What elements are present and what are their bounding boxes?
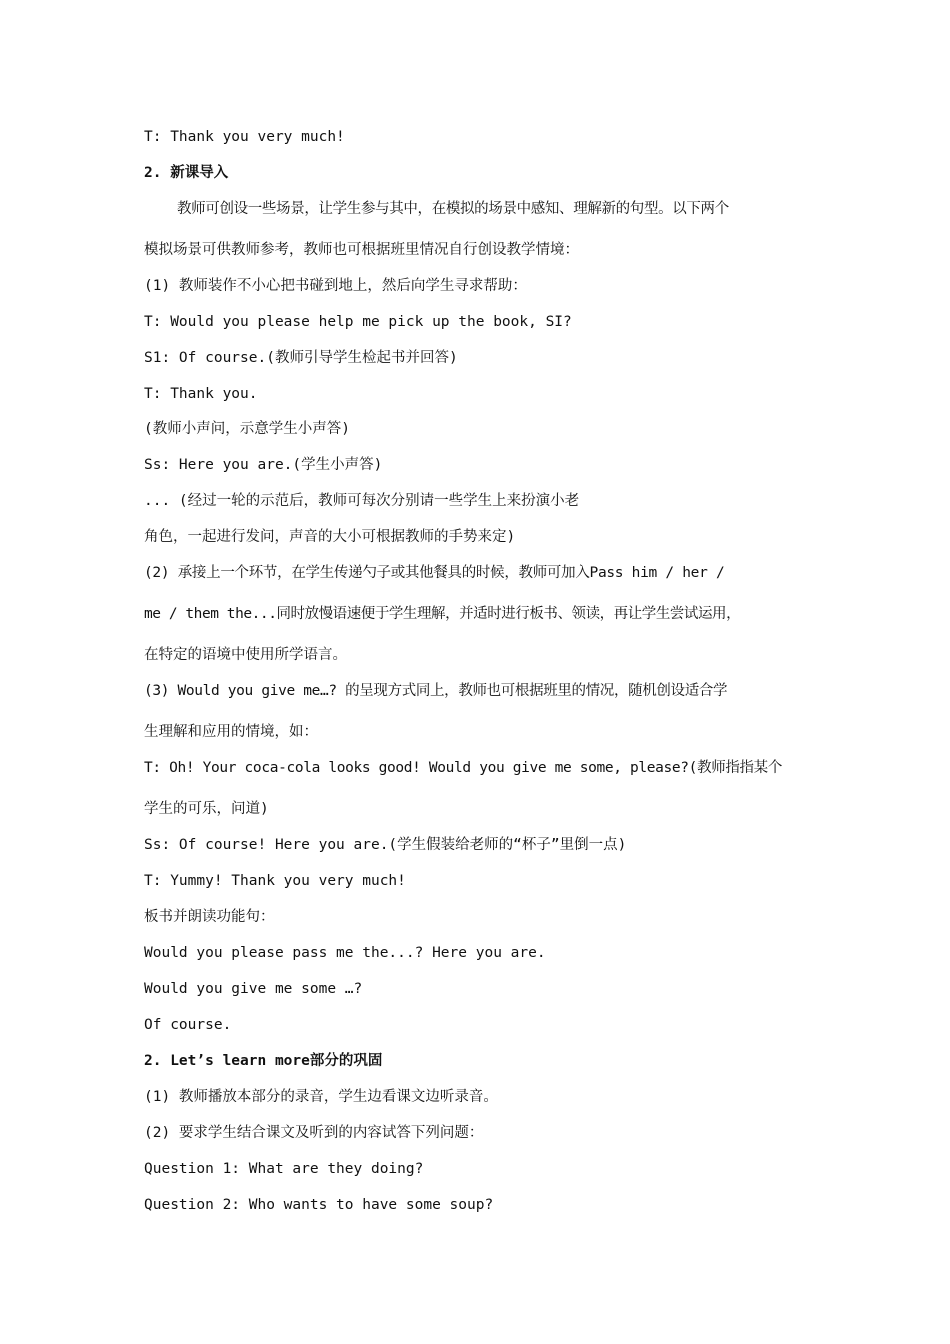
section-heading: 2. 新课导入: [144, 165, 229, 181]
section-heading: 2. Let’s learn more部分的巩固: [144, 1053, 383, 1069]
paragraph-line: 模拟场景可供教师参考，教师也可根据班里情况自行创设教学情境：: [144, 242, 579, 258]
paragraph-line: ... (经过一轮的示范后，教师可每次分别请一些学生上来扮演小老: [144, 493, 580, 509]
list-item: (2) 承接上一个环节，在学生传递勺子或其他餐具的时候，教师可加入Pass him / her /: [144, 565, 725, 581]
dialogue-line: Ss: Of course! Here you are.(学生假装给老师的“杯子”里倒一点): [144, 837, 627, 853]
list-item: (3) Would you give me…? 的呈现方式同上，教师也可根据班里的情况，随机创设适合学: [144, 683, 728, 699]
dialogue-line: T: Would you please help me pick up the book, SI?: [144, 314, 572, 330]
paragraph-line: 生理解和应用的情境，如：: [144, 724, 318, 740]
list-item: (1) 教师装作不小心把书碰到地上，然后向学生寻求帮助：: [144, 278, 527, 294]
list-item: (2) 要求学生结合课文及听到的内容试答下列问题：: [144, 1125, 484, 1141]
paragraph-line: me / them the...同时放慢语速便于学生理解，并适时进行板书、领读，再让学生尝试运用，: [144, 606, 741, 622]
paragraph-line: 学生的可乐，问道): [144, 801, 269, 817]
function-sentence: Would you give me some …?: [144, 981, 363, 997]
paragraph-line: (教师小声问，示意学生小声答): [144, 421, 350, 437]
function-sentence: Of course.: [144, 1017, 232, 1033]
function-sentence: Would you please pass me the...? Here you are.: [144, 945, 546, 961]
list-item: (1) 教师播放本部分的录音，学生边看课文边听录音。: [144, 1089, 498, 1105]
question-line: Question 2: Who wants to have some soup?: [144, 1197, 494, 1213]
dialogue-line: Ss: Here you are.(学生小声答): [144, 457, 383, 473]
paragraph-line: 在特定的语境中使用所学语言。: [144, 647, 347, 663]
dialogue-line: T: Thank you.: [144, 386, 258, 402]
paragraph-line: 角色，一起进行发问，声音的大小可根据教师的手势来定): [144, 529, 516, 545]
paragraph-line: 教师可创设一些场景，让学生参与其中，在模拟的场景中感知、理解新的句型。以下两个: [177, 201, 729, 217]
question-line: Question 1: What are they doing?: [144, 1161, 424, 1177]
paragraph-line: 板书并朗读功能句：: [144, 909, 275, 925]
dialogue-line: T: Oh! Your coca-cola looks good! Would you give me some, please?(教师指指某个: [144, 760, 782, 776]
dialogue-line: T: Yummy! Thank you very much!: [144, 873, 406, 889]
dialogue-line: T: Thank you very much!: [144, 129, 345, 145]
dialogue-line: S1: Of course.(教师引导学生检起书并回答): [144, 350, 458, 366]
